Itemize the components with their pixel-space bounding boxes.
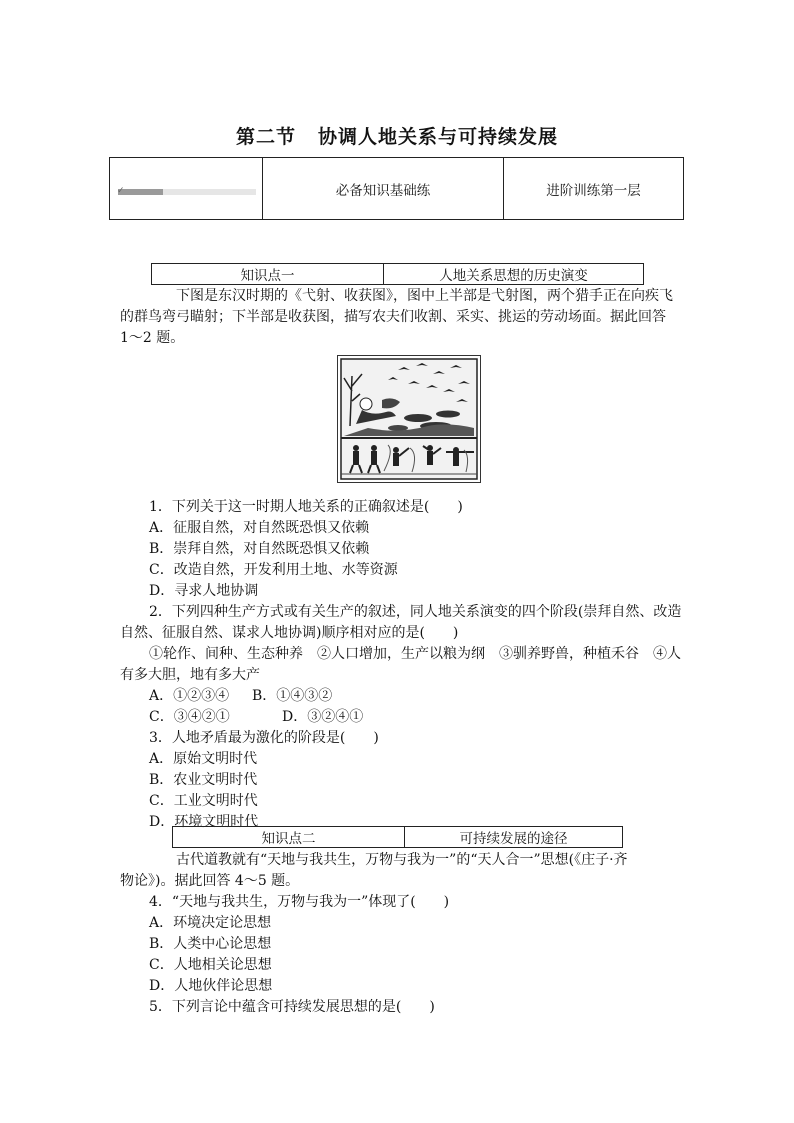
hunting-harvest-drawing <box>338 356 480 482</box>
intro1-line2: 的群鸟弯弓瞄射；下半部是收获图，描写农夫们收割、采实、挑运的劳动场面。据此回答 <box>120 309 666 325</box>
intro2-line2: 物论》)。据此回答 4～5 题。 <box>120 873 300 889</box>
section-number: 第二节 <box>235 126 296 148</box>
q2-line1: 2．下列四种生产方式或有关生产的叙述，同人地关系演变的四个阶段(崇拜自然、改造 <box>149 604 682 620</box>
knowledge-point-2-label: 知识点二 <box>173 827 405 847</box>
q3-option-c: C．工业文明时代 <box>149 793 258 809</box>
q4-option-c: C．人地相关论思想 <box>149 957 272 973</box>
q2-line2: 自然、征服自然、谋求人地协调)顺序相对应的是( ) <box>120 625 459 641</box>
knowledge-point-1-label: 知识点一 <box>152 264 384 284</box>
q3-stem: 3．人地矛盾最为激化的阶段是( ) <box>149 730 379 746</box>
q2-option-c: C．③④②① <box>149 709 230 725</box>
header-cell-basic: 必备知识基础练 <box>263 158 504 219</box>
q2-line4: 有多大胆，地有多大产 <box>120 667 260 683</box>
q5-stem: 5．下列言论中蕴含可持续发展思想的是( ) <box>149 999 435 1015</box>
q2-line3: ①轮作、间种、生态种养 ②人口增加，生产以粮为纲 ③驯养野兽，种植禾谷 ④人 <box>149 646 681 662</box>
progress-badge-cell <box>110 158 263 219</box>
q1-option-b: B．崇拜自然，对自然既恐惧又依赖 <box>149 541 370 557</box>
q4-option-b: B．人类中心论思想 <box>149 936 272 952</box>
q1-stem: 1．下列关于这一时期人地关系的正确叙述是( ) <box>149 499 463 515</box>
q3-option-b: B．农业文明时代 <box>149 772 258 788</box>
knowledge-point-2-topic: 可持续发展的途径 <box>459 831 568 847</box>
intro2-line1: 古代道教就有“天地与我共生，万物与我为一”的“天人合一”思想(《庄子·齐 <box>176 852 628 868</box>
knowledge-point-1-topic: 人地关系思想的历史演变 <box>439 268 588 284</box>
q2-option-b: B．①④③② <box>252 688 333 704</box>
q2-option-d: D．③②④① <box>282 709 364 725</box>
check-icon: ✓ <box>117 186 125 196</box>
intro1-line1: 下图是东汉时期的《弋射、收获图》，图中上半部是弋射图，两个猎手正在向疾飞 <box>176 288 673 304</box>
header-cell-advanced: 进阶训练第一层 <box>546 182 641 199</box>
q1-option-d: D．寻求人地协调 <box>149 583 259 599</box>
section-title: 协调人地关系与可持续发展 <box>318 126 559 148</box>
page-title <box>0 122 794 149</box>
q1-option-a: A．征服自然，对自然既恐惧又依赖 <box>149 520 370 536</box>
knowledge-point-1-box <box>151 263 644 285</box>
q4-option-d: D．人地伙伴论思想 <box>149 978 273 994</box>
progress-badge <box>117 186 256 196</box>
practice-level-table <box>109 157 684 220</box>
han-dynasty-hunting-harvest-image <box>337 355 481 483</box>
q3-option-d: D．环境文明时代 <box>149 814 259 830</box>
q2-option-a: A．①②③④ <box>149 688 230 704</box>
q3-option-a: A．原始文明时代 <box>149 751 258 767</box>
knowledge-point-2-box <box>172 826 623 848</box>
q4-stem: 4．“天地与我共生，万物与我为一”体现了( ) <box>149 894 450 910</box>
q1-option-c: C．改造自然，开发利用土地、水等资源 <box>149 562 398 578</box>
intro1-line3: 1～2 题。 <box>120 330 185 346</box>
progress-fill <box>118 189 163 195</box>
q4-option-a: A．环境决定论思想 <box>149 915 272 931</box>
